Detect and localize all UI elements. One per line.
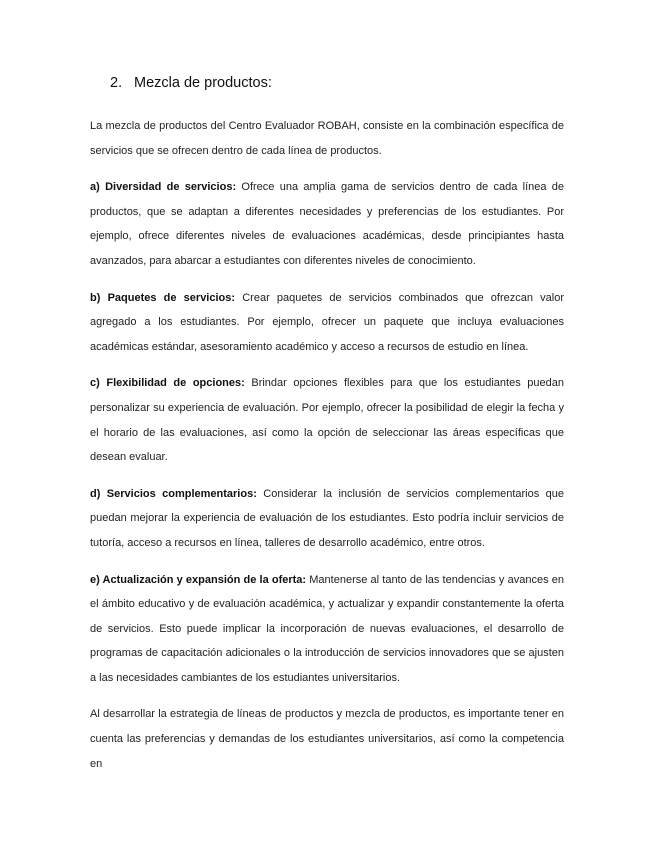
paragraph-text: Al desarrollar la estrategia de líneas de productos y mezcla de productos, es importante tener en cuenta las preferencias y demandas de los estudiantes universitarios, así como la competencia en bbox=[90, 708, 564, 770]
section-heading bbox=[110, 74, 272, 92]
paragraph-flexibility bbox=[90, 371, 564, 469]
paragraph-lead: e) Actualización y expansión de la oferta: bbox=[90, 573, 310, 586]
paragraph-lead: b) Paquetes de servicios: bbox=[90, 291, 243, 304]
section-title: Mezcla de productos: bbox=[134, 75, 272, 91]
paragraph-text: Considerar la inclusión de servicios complementarios que puedan mejorar la experiencia de evaluación de los estudiantes. Esto podría incluir servicios de tutoría, acceso a recursos en línea, talleres de desarrollo académico, entre otros. bbox=[90, 487, 564, 549]
paragraph-update bbox=[90, 568, 564, 691]
paragraph-lead: c) Flexibilidad de opciones: bbox=[90, 377, 252, 390]
paragraph-diversity bbox=[90, 175, 564, 273]
paragraph-text: Ofrece una amplia gama de servicios dentro de cada línea de productos, que se adaptan a diferentes necesidades y preferencias de los estudiantes. Por ejemplo, ofrece diferentes niveles de evaluaciones académicas, desde principiantes hasta avanzados, para abarcar a estudiantes con diferentes niveles de conocimiento. bbox=[90, 181, 565, 267]
paragraph-packages bbox=[90, 286, 564, 360]
paragraph-lead: d) Servicios complementarios: bbox=[90, 487, 264, 500]
paragraph-text: Mantenerse al tanto de las tendencias y avances en el ámbito educativo y de evaluación académica, y actualizar y expandir constantemente la oferta de servicios. Esto puede implicar la incorporación de nuevas evaluaciones, el desarrollo de programas de capacitación adicionales o la introducción de servicios innovadores que se ajusten a las necesidades cambiantes de los estudiantes universitarios. bbox=[90, 573, 564, 684]
paragraph-text: Crear paquetes de servicios combinados que ofrezcan valor agregado a los estudiantes. Por ejemplo, ofrecer un paquete que incluya evaluaciones académicas estándar, asesoramiento académico y acceso a recursos de estudio en línea. bbox=[90, 291, 564, 353]
paragraph-text: Brindar opciones flexibles para que los estudiantes puedan personalizar su experiencia de evaluación. Por ejemplo, ofrecer la posibilidad de elegir la fecha y el horario de las evaluaciones, así como la opción de seleccionar las áreas específicas que desean evaluar. bbox=[90, 377, 564, 464]
paragraph-intro bbox=[90, 114, 564, 163]
document-body bbox=[90, 114, 564, 788]
paragraph-lead: a) Diversidad de servicios: bbox=[90, 181, 242, 194]
paragraph-complementary bbox=[90, 482, 564, 556]
section-number: 2. bbox=[110, 75, 123, 91]
paragraph-text: La mezcla de productos del Centro Evaluador ROBAH, consiste en la combinación específica de servicios que se ofrecen dentro de cada línea de productos. bbox=[90, 120, 564, 157]
paragraph-closing bbox=[90, 702, 564, 776]
